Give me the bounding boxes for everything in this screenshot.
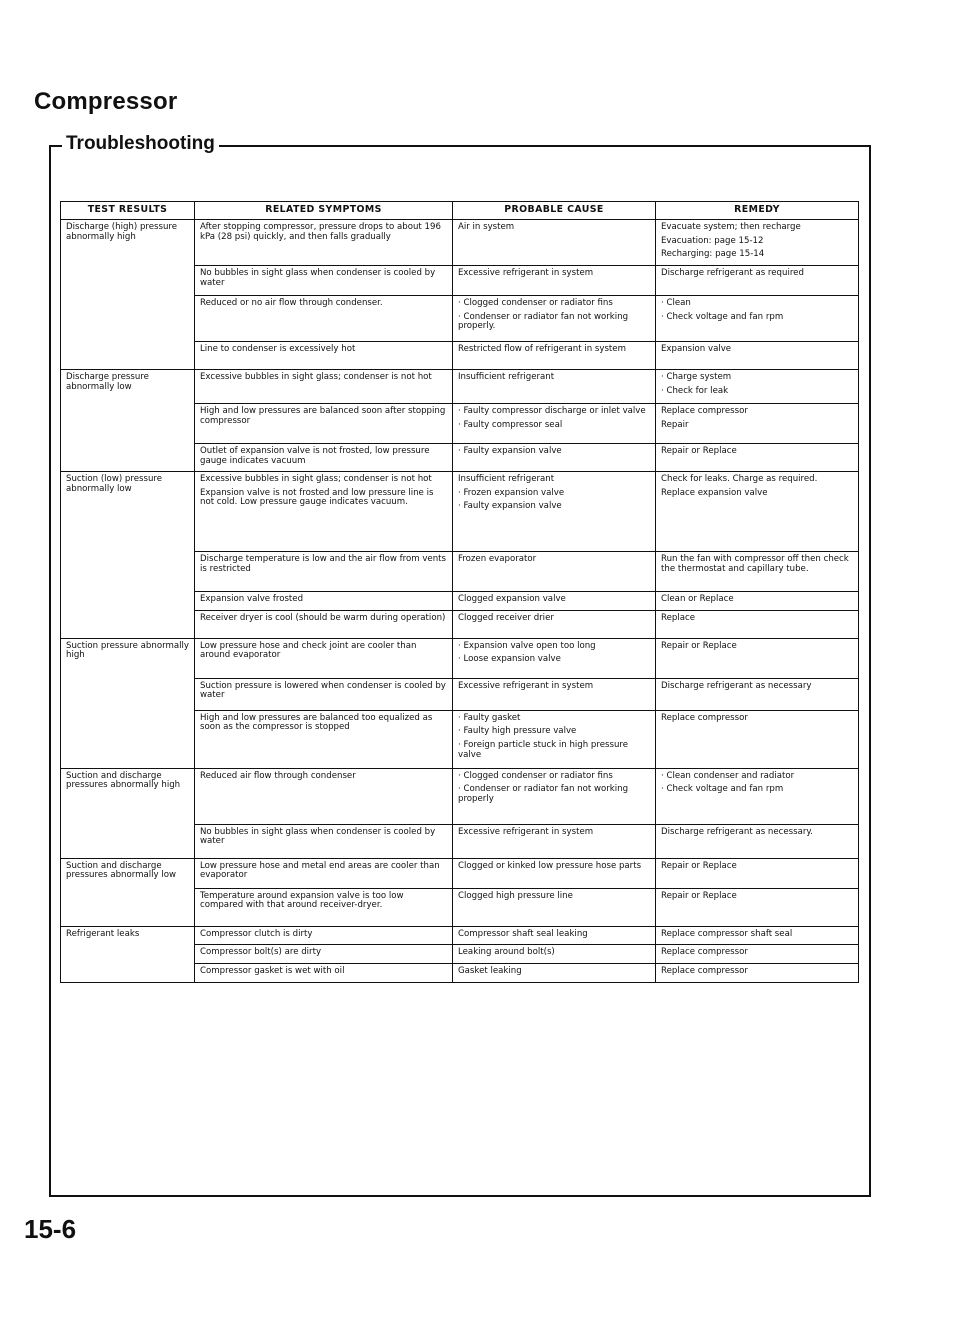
cause-cell <box>453 220 656 266</box>
cause-cell <box>453 926 656 945</box>
remedy-item: Run the fan with compressor off then check the thermostat and capillary tube. <box>661 554 849 574</box>
symptom-cell <box>195 858 453 888</box>
cause-item: Excessive refrigerant in system <box>458 680 594 691</box>
symptom-text: Reduced air flow through condenser <box>200 770 356 781</box>
remedy-item: Replace compressor shaft seal <box>661 928 793 939</box>
remedy-cell <box>656 888 859 926</box>
remedy-item: · Check voltage and fan rpm <box>661 311 784 322</box>
remedy-cell <box>656 710 859 768</box>
remedy-item: Recharging: page 15-14 <box>661 249 765 260</box>
symptom-text: Line to condenser is excessively hot <box>200 343 356 354</box>
cause-item: Frozen evaporator <box>458 554 537 565</box>
remedy-cell <box>656 403 859 443</box>
remedy-cell <box>656 945 859 964</box>
symptom-text: No bubbles in sight glass when condenser is cooled by water <box>200 267 436 288</box>
table-row <box>61 220 859 266</box>
symptom-text: Compressor gasket is wet with oil <box>200 966 345 976</box>
remedy-item: · Check for leak <box>661 385 729 396</box>
remedy-cell <box>656 443 859 471</box>
cause-item: Insufficient refrigerant <box>458 371 555 382</box>
table-row <box>61 768 859 824</box>
symptom-text: Outlet of expansion valve is not frosted, low pressure gauge indicates vacuum <box>200 445 430 466</box>
remedy-cell <box>656 592 859 611</box>
cause-item: Air in system <box>458 222 515 232</box>
table-row <box>61 369 859 403</box>
symptom-text: High and low pressures are balanced too equalized as soon as the compressor is stopped <box>200 712 433 733</box>
cause-cell <box>453 964 656 983</box>
symptom-text: After stopping compressor, pressure drops to about 196 kPa (28 psi) quickly, and then falls gradually <box>200 222 441 242</box>
cause-item: Excessive refrigerant in system <box>458 267 594 278</box>
remedy-item: Repair or Replace <box>661 445 737 456</box>
cause-cell <box>453 638 656 678</box>
remedy-item: Replace expansion valve <box>661 487 768 498</box>
remedy-item: Evacuate system; then recharge <box>661 222 801 232</box>
remedy-item: Replace compressor <box>661 712 748 723</box>
cause-item: · Loose expansion valve <box>458 654 561 665</box>
remedy-item: Repair or Replace <box>661 890 737 901</box>
cause-item: · Faulty expansion valve <box>458 445 562 456</box>
test-result-cell: Suction (low) pressure abnormally low <box>61 472 195 639</box>
section-title: Troubleshooting <box>62 133 219 155</box>
cause-item: · Faulty expansion valve <box>458 501 562 512</box>
cause-cell <box>453 678 656 710</box>
remedy-item: Check for leaks. Charge as required. <box>661 474 818 485</box>
remedy-cell <box>656 265 859 295</box>
header-probable-cause: PROBABLE CAUSE <box>453 202 656 220</box>
symptom-text: Discharge temperature is low and the air flow from vents is restricted <box>200 554 447 574</box>
cause-item: · Clogged condenser or radiator fins <box>458 770 613 781</box>
remedy-item: Discharge refrigerant as required <box>661 267 804 278</box>
header-related-symptoms: RELATED SYMPTOMS <box>195 202 453 220</box>
symptom-cell <box>195 443 453 471</box>
cause-cell <box>453 945 656 964</box>
remedy-item: Evacuation: page 15-12 <box>661 235 764 246</box>
remedy-item: Repair <box>661 419 689 430</box>
remedy-cell <box>656 369 859 403</box>
symptom-text: Expansion valve is not frosted and low pressure line is not cold. Low pressure gauge indicates vacuum. <box>200 487 434 508</box>
symptom-text: High and low pressures are balanced soon after stopping compressor <box>200 405 446 426</box>
cause-cell <box>453 824 656 858</box>
cause-item: · Faulty high pressure valve <box>458 726 577 737</box>
cause-item: · Condenser or radiator fan not working properly. <box>458 311 629 332</box>
remedy-item: Expansion valve <box>661 343 732 354</box>
remedy-cell <box>656 858 859 888</box>
test-result-cell: Suction pressure abnormally high <box>61 638 195 768</box>
table-row <box>61 638 859 678</box>
page-number: 15-6 <box>24 1214 77 1244</box>
cause-cell <box>453 768 656 824</box>
header-remedy: REMEDY <box>656 202 859 220</box>
cause-item: · Clogged condenser or radiator fins <box>458 297 613 308</box>
cause-item: Leaking around bolt(s) <box>458 947 555 958</box>
symptom-cell <box>195 888 453 926</box>
remedy-cell <box>656 552 859 592</box>
symptom-cell <box>195 265 453 295</box>
remedy-cell <box>656 964 859 983</box>
cause-item: Gasket leaking <box>458 966 522 976</box>
remedy-item: · Clean condenser and radiator <box>661 770 795 781</box>
symptom-cell <box>195 220 453 266</box>
remedy-item: Clean or Replace <box>661 594 734 605</box>
symptom-cell <box>195 824 453 858</box>
cause-cell <box>453 858 656 888</box>
remedy-item: · Clean <box>661 297 691 308</box>
cause-cell <box>453 888 656 926</box>
symptom-cell <box>195 926 453 945</box>
symptom-cell <box>195 341 453 369</box>
remedy-cell <box>656 638 859 678</box>
remedy-item: Replace compressor <box>661 966 748 976</box>
remedy-item: Replace compressor <box>661 405 748 416</box>
remedy-item: · Charge system <box>661 371 732 382</box>
symptom-cell <box>195 710 453 768</box>
remedy-item: Replace compressor <box>661 947 748 958</box>
symptom-cell <box>195 964 453 983</box>
remedy-cell <box>656 341 859 369</box>
symptom-cell <box>195 592 453 611</box>
test-result-cell: Discharge (high) pressure abnormally high <box>61 220 195 370</box>
cause-cell <box>453 403 656 443</box>
symptom-cell <box>195 610 453 638</box>
symptom-cell <box>195 678 453 710</box>
cause-item: Insufficient refrigerant <box>458 474 555 485</box>
cause-cell <box>453 610 656 638</box>
cause-cell <box>453 592 656 611</box>
cause-item: · Faulty gasket <box>458 712 521 723</box>
cause-item: · Foreign particle stuck in high pressure valve <box>458 740 629 760</box>
test-result-cell: Suction and discharge pressures abnormally low <box>61 858 195 926</box>
remedy-cell <box>656 472 859 552</box>
table-body <box>61 220 859 983</box>
symptom-text: Suction pressure is lowered when condenser is cooled by water <box>200 680 446 701</box>
symptom-cell <box>195 403 453 443</box>
header-test-results: TEST RESULTS <box>61 202 195 220</box>
symptom-cell <box>195 945 453 964</box>
cause-item: · Expansion valve open too long <box>458 640 596 651</box>
cause-cell <box>453 472 656 552</box>
remedy-item: Repair or Replace <box>661 640 737 651</box>
symptom-cell <box>195 369 453 403</box>
table-row <box>61 926 859 945</box>
cause-item: Clogged expansion valve <box>458 594 566 605</box>
remedy-item: Discharge refrigerant as necessary <box>661 680 812 691</box>
cause-item: Restricted flow of refrigerant in system <box>458 343 626 354</box>
remedy-cell <box>656 824 859 858</box>
remedy-cell <box>656 926 859 945</box>
remedy-cell <box>656 295 859 341</box>
symptom-text: Excessive bubbles in sight glass; condenser is not hot <box>200 474 432 485</box>
symptom-text: Low pressure hose and check joint are cooler than around evaporator <box>200 640 417 661</box>
cause-item: · Faulty compressor seal <box>458 419 563 430</box>
cause-cell <box>453 710 656 768</box>
cause-item: · Condenser or radiator fan not working properly <box>458 784 629 804</box>
remedy-item: · Check voltage and fan rpm <box>661 784 784 795</box>
cause-item: Excessive refrigerant in system <box>458 826 594 837</box>
symptom-text: Excessive bubbles in sight glass; condenser is not hot <box>200 371 432 382</box>
cause-cell <box>453 295 656 341</box>
table-row <box>61 472 859 552</box>
test-result-cell: Refrigerant leaks <box>61 926 195 982</box>
symptom-text: Expansion valve frosted <box>200 594 304 605</box>
symptom-cell <box>195 638 453 678</box>
troubleshooting-table <box>60 201 859 983</box>
cause-item: Clogged high pressure line <box>458 890 573 901</box>
symptom-text: Compressor clutch is dirty <box>200 928 313 939</box>
remedy-item: Repair or Replace <box>661 860 737 871</box>
remedy-cell <box>656 678 859 710</box>
symptom-text: No bubbles in sight glass when condenser is cooled by water <box>200 826 436 847</box>
cause-cell <box>453 265 656 295</box>
cause-item: · Frozen expansion valve <box>458 487 565 498</box>
table-header-row <box>61 202 859 220</box>
symptom-cell <box>195 552 453 592</box>
symptom-text: Reduced or no air flow through condenser. <box>200 297 383 308</box>
remedy-item: Discharge refrigerant as necessary. <box>661 826 814 837</box>
symptom-text: Receiver dryer is cool (should be warm during operation) <box>200 612 446 623</box>
symptom-cell <box>195 472 453 552</box>
remedy-cell <box>656 610 859 638</box>
remedy-item: Replace <box>661 612 695 623</box>
symptom-cell <box>195 295 453 341</box>
table-row <box>61 858 859 888</box>
cause-item: Clogged receiver drier <box>458 612 554 623</box>
test-result-cell: Discharge pressure abnormally low <box>61 369 195 471</box>
cause-item: · Faulty compressor discharge or inlet valve <box>458 405 646 416</box>
cause-cell <box>453 443 656 471</box>
cause-item: Compressor shaft seal leaking <box>458 928 588 939</box>
cause-cell <box>453 552 656 592</box>
remedy-cell <box>656 768 859 824</box>
symptom-text: Compressor bolt(s) are dirty <box>200 947 322 958</box>
cause-item: Clogged or kinked low pressure hose parts <box>458 860 642 871</box>
cause-cell <box>453 341 656 369</box>
symptom-cell <box>195 768 453 824</box>
symptom-text: Temperature around expansion valve is too low compared with that around receiver-dryer. <box>200 890 404 911</box>
test-result-cell: Suction and discharge pressures abnormally high <box>61 768 195 858</box>
page-title: Compressor <box>34 88 178 115</box>
cause-cell <box>453 369 656 403</box>
remedy-cell <box>656 220 859 266</box>
symptom-text: Low pressure hose and metal end areas are cooler than evaporator <box>200 860 440 881</box>
